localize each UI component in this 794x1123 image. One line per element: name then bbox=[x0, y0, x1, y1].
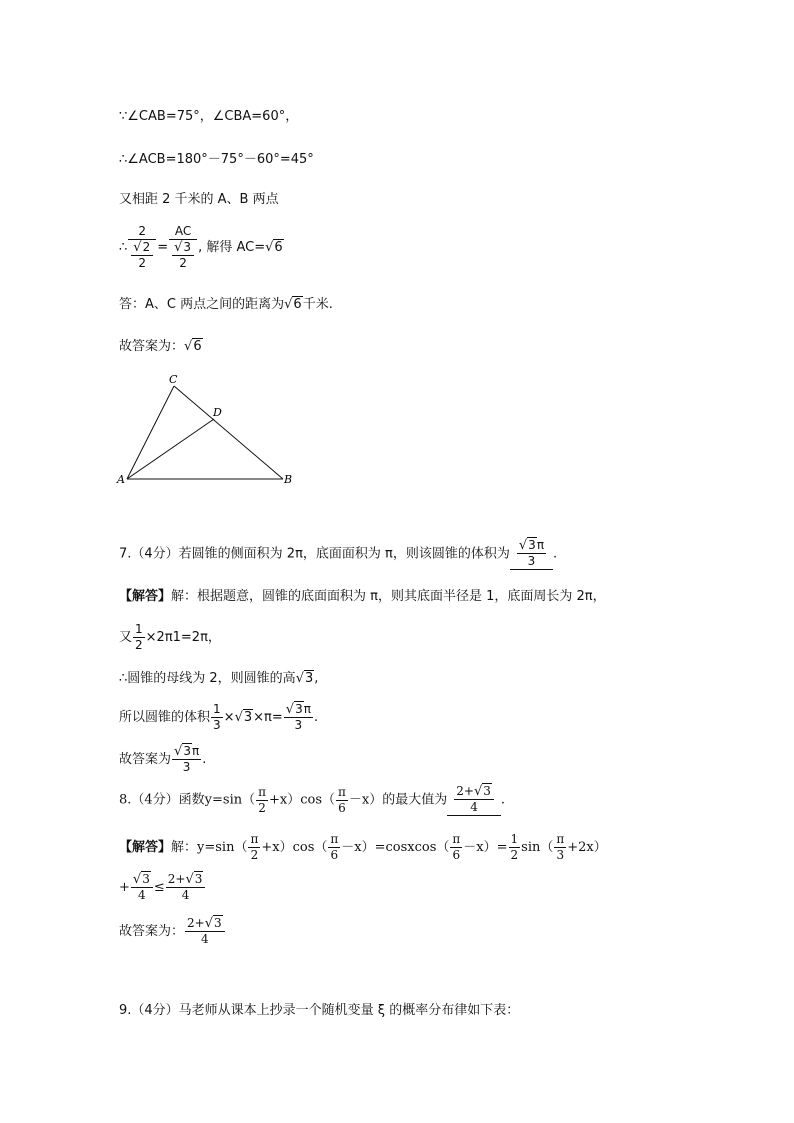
distance-ab-statement: 又相距 2 千米的 A、B 两点 bbox=[119, 192, 279, 207]
q7-solution-line-2: 又 $\frac{1}{2}$ ×2π1=2π， bbox=[119, 622, 221, 652]
q8-solution-line-1: 【解答】解：y=sin（ $\frac{\pi}{2}$ +x）cos（ $\frac{\pi}{6}$ －x）=cosxcos（ $\frac{\pi}{6}$ －x）= $\frac{1}{2}$ sin（ $\frac{\pi}{3}$ +2x） bbox=[119, 832, 607, 862]
fraction-ac-over-sqrt3-2: $\frac{AC}{\frac{√3}{2}}$ bbox=[169, 224, 197, 271]
label-a: A bbox=[117, 473, 125, 486]
q7-solution-line-4: 所以圆锥的体积 $\frac{1}{3}$ ×√3×π= $\frac{√3\pi}{3}$ . bbox=[119, 702, 319, 732]
reason-angle-acb: ∴∠ACB=180°－75°－60°=45° bbox=[119, 152, 314, 167]
segment-ac bbox=[127, 386, 174, 479]
answer-distance-ac: 答：A、C 两点之间的距离为√6千米. bbox=[119, 297, 333, 312]
segment-cb bbox=[174, 386, 283, 479]
question-9-stem: 9.（4分）马老师从课本上抄录一个随机变量 ξ 的概率分布律如下表： bbox=[119, 1003, 520, 1018]
fraction-2-over-sqrt2-2: $\frac{2}{\frac{√2}{2}}$ bbox=[128, 224, 156, 271]
sine-law-equation: ∴ $\frac{2}{\frac{√2}{2}}$ = $\frac{AC}{\frac{√3}{2}}$ , 解得 AC=√6 bbox=[119, 224, 283, 270]
label-c: C bbox=[169, 373, 178, 386]
q7-solution-line-1: 【解答】解：根据题意，圆锥的底面面积为 π，则其底面半径是 1，底面周长为 2π， bbox=[119, 589, 606, 604]
question-8-stem: 8.（4分）函数y=sin（ $\frac{\pi}{2}$ +x）cos（ $\frac{\pi}{6}$ －x）的最大值为 $\frac{2+√3}{4}$ . bbox=[119, 784, 506, 815]
q8-answer-line: 故答案为： $\frac{2+√3}{4}$ bbox=[119, 916, 226, 947]
q7-answer-line: 故答案为 $\frac{√3\pi}{3}$ . bbox=[119, 744, 207, 774]
label-d: D bbox=[213, 406, 222, 419]
question-7-stem: 7.（4分）若圆锥的侧面积为 2π，底面面积为 π，则该圆锥的体积为 $\frac{√3\pi}{3}$ . bbox=[119, 538, 558, 568]
q8-answer-blank: $\frac{2+√3}{4}$ bbox=[447, 784, 501, 816]
reason-angles-given: ∵∠CAB=75°，∠CBA=60°， bbox=[119, 109, 299, 124]
q7-answer-blank: $\frac{√3\pi}{3}$ bbox=[510, 538, 553, 570]
triangle-figure bbox=[115, 368, 300, 490]
answer-line-q6: 故答案为：√6 bbox=[119, 339, 202, 354]
segment-ad bbox=[127, 419, 214, 479]
q8-solution-line-2: + $\frac{√3}{4}$ ≤ $\frac{2+√3}{4}$ bbox=[119, 872, 206, 903]
label-b: B bbox=[284, 473, 293, 486]
q7-solution-line-3: ∴圆锥的母线为 2，则圆锥的高√3, bbox=[119, 671, 319, 686]
